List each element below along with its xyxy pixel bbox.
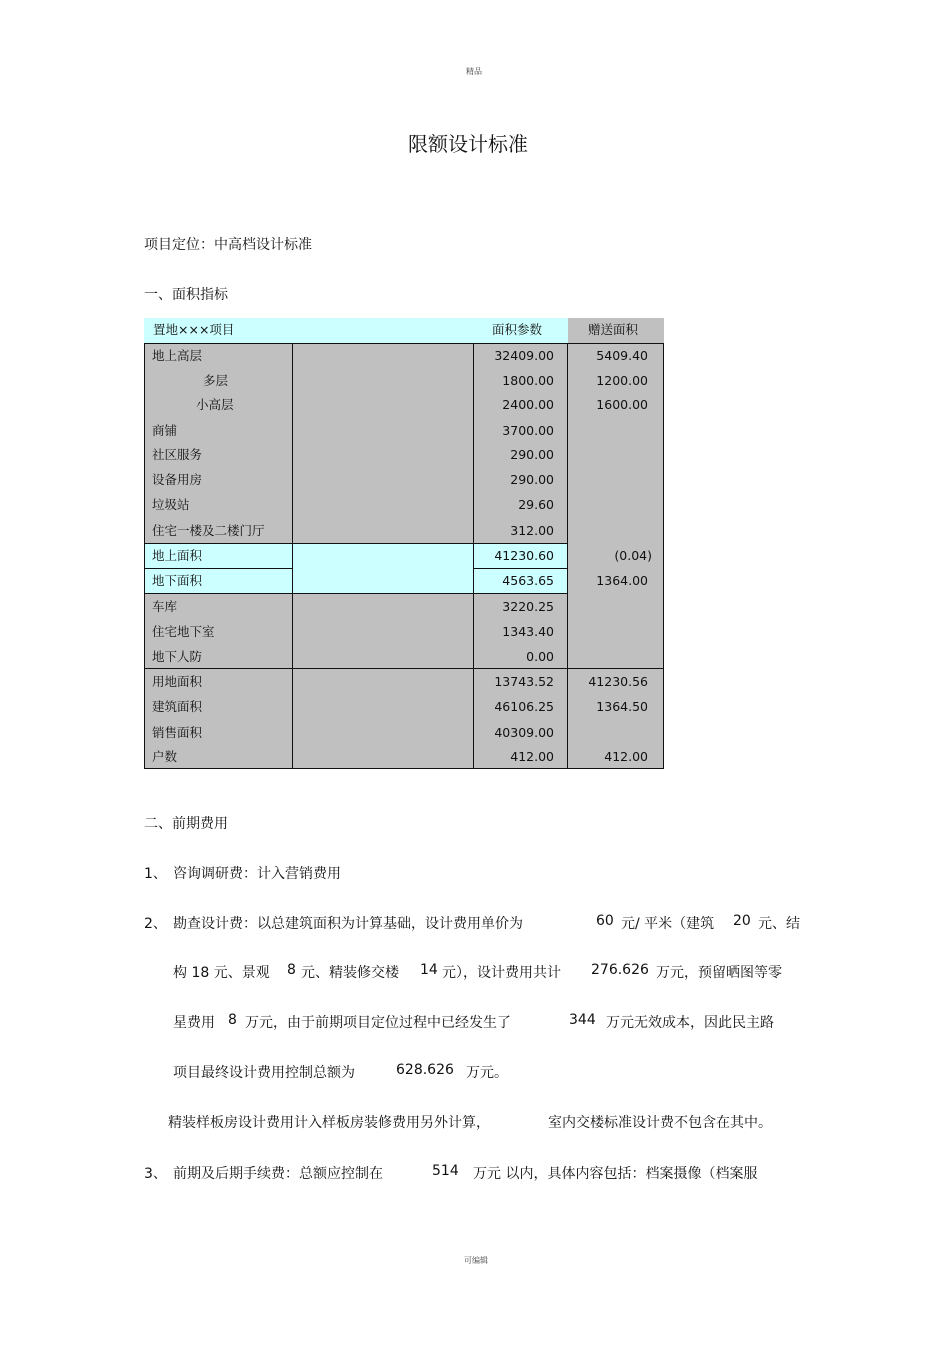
row-area: 40309.00 bbox=[494, 725, 554, 740]
section-fees-heading: 二、前期费用 bbox=[144, 816, 228, 832]
area-table bbox=[144, 318, 664, 769]
row-label: 地上高层 bbox=[152, 348, 203, 363]
row-area: 46106.25 bbox=[494, 699, 554, 714]
item2-unit-price: 60 bbox=[596, 913, 614, 929]
row-label: 户数 bbox=[152, 749, 178, 764]
row-area: 4563.65 bbox=[502, 573, 554, 588]
item1-text: 咨询调研费：计入营销费用 bbox=[173, 866, 341, 882]
row-gift: 1600.00 bbox=[596, 397, 648, 412]
table-header-project: 置地×××项目 bbox=[153, 322, 235, 337]
item2-note-text: 室内交楼标准设计费不包含在其中。 bbox=[548, 1115, 772, 1131]
row-area: 1343.40 bbox=[502, 624, 554, 639]
item2-line4-text: 项目最终设计费用控制总额为 bbox=[173, 1065, 355, 1081]
item2-finish-price: 14 bbox=[420, 962, 438, 978]
item2-line1-text: 元、结 bbox=[758, 916, 800, 932]
table-header-gift: 赠送面积 bbox=[588, 322, 639, 337]
row-label: 社区服务 bbox=[152, 447, 203, 462]
item2-line2-text: 元），设计费用共计 bbox=[442, 965, 561, 981]
row-label: 住宅一楼及二楼门厅 bbox=[152, 523, 265, 538]
item2-line3-text: 星费用 bbox=[173, 1015, 215, 1031]
section-area-heading: 一、面积指标 bbox=[144, 287, 228, 303]
item3-text: 万元 以内，具体内容包括：档案摄像（档案服 bbox=[473, 1166, 758, 1182]
row-area: 412.00 bbox=[510, 749, 554, 764]
row-area: 3220.25 bbox=[502, 599, 554, 614]
item2-line2-text: 元、精装修交楼 bbox=[301, 965, 399, 981]
row-label: 车库 bbox=[152, 599, 178, 614]
item2-line1-text: 元/ 平米（建筑 bbox=[621, 916, 715, 932]
item3-fee-limit: 514 bbox=[432, 1163, 459, 1179]
row-label: 设备用房 bbox=[152, 472, 203, 487]
row-area: 29.60 bbox=[518, 497, 554, 512]
row-gift: (0.04) bbox=[614, 548, 652, 563]
document-title: 限额设计标准 bbox=[408, 132, 528, 156]
project-positioning: 项目定位：中高档设计标准 bbox=[144, 237, 312, 253]
item2-number: 2、 bbox=[144, 916, 167, 932]
row-area: 0.00 bbox=[526, 649, 554, 664]
row-label: 销售面积 bbox=[152, 725, 203, 740]
item2-final-total: 628.626 bbox=[396, 1062, 454, 1078]
item2-line3-text: 万元无效成本，因此民主路 bbox=[606, 1015, 774, 1031]
item2-note-text: 精装样板房设计费用计入样板房装修费用另外计算， bbox=[168, 1115, 490, 1131]
row-label: 用地面积 bbox=[152, 674, 203, 689]
row-area: 290.00 bbox=[510, 447, 554, 462]
row-label: 住宅地下室 bbox=[152, 624, 215, 639]
row-area: 13743.52 bbox=[494, 674, 554, 689]
item2-line2-text: 万元，预留晒图等零 bbox=[656, 965, 782, 981]
item2-line4-text: 万元。 bbox=[466, 1065, 508, 1081]
row-gift: 1364.00 bbox=[596, 573, 648, 588]
item2-line3-text: 万元，由于前期项目定位过程中已经发生了 bbox=[245, 1015, 511, 1031]
item2-sunk-cost: 344 bbox=[569, 1012, 596, 1028]
item2-line2-text: 构 18 元、景观 bbox=[173, 965, 270, 981]
row-label: 多层 bbox=[203, 373, 229, 388]
item2-landscape-price: 8 bbox=[287, 962, 296, 978]
row-label: 小高层 bbox=[196, 397, 234, 412]
item2-printing-fee: 8 bbox=[228, 1012, 237, 1028]
row-area: 290.00 bbox=[510, 472, 554, 487]
row-label: 地下人防 bbox=[152, 649, 203, 664]
table-header-area: 面积参数 bbox=[492, 322, 543, 337]
page-header: 精品 bbox=[466, 67, 482, 76]
row-area: 32409.00 bbox=[494, 348, 554, 363]
item3-text: 前期及后期手续费：总额应控制在 bbox=[173, 1166, 383, 1182]
row-label: 地下面积 bbox=[152, 573, 203, 588]
row-label: 商铺 bbox=[152, 423, 178, 438]
item1-number: 1、 bbox=[144, 866, 167, 882]
row-label: 建筑面积 bbox=[152, 699, 203, 714]
page-footer: 可编辑 bbox=[464, 1256, 488, 1265]
row-gift: 1364.50 bbox=[596, 699, 648, 714]
row-gift: 1200.00 bbox=[596, 373, 648, 388]
row-area: 312.00 bbox=[510, 523, 554, 538]
row-label: 垃圾站 bbox=[152, 497, 190, 512]
row-gift: 41230.56 bbox=[588, 674, 648, 689]
item2-line1-text: 勘查设计费：以总建筑面积为计算基础，设计费用单价为 bbox=[173, 916, 523, 932]
row-area: 41230.60 bbox=[494, 548, 554, 563]
row-label: 地上面积 bbox=[152, 548, 203, 563]
item2-design-total: 276.626 bbox=[591, 962, 649, 978]
row-gift: 5409.40 bbox=[596, 348, 648, 363]
row-area: 1800.00 bbox=[502, 373, 554, 388]
item3-number: 3、 bbox=[144, 1166, 167, 1182]
row-area: 3700.00 bbox=[502, 423, 554, 438]
item2-building-price: 20 bbox=[733, 913, 751, 929]
row-gift: 412.00 bbox=[604, 749, 648, 764]
row-area: 2400.00 bbox=[502, 397, 554, 412]
